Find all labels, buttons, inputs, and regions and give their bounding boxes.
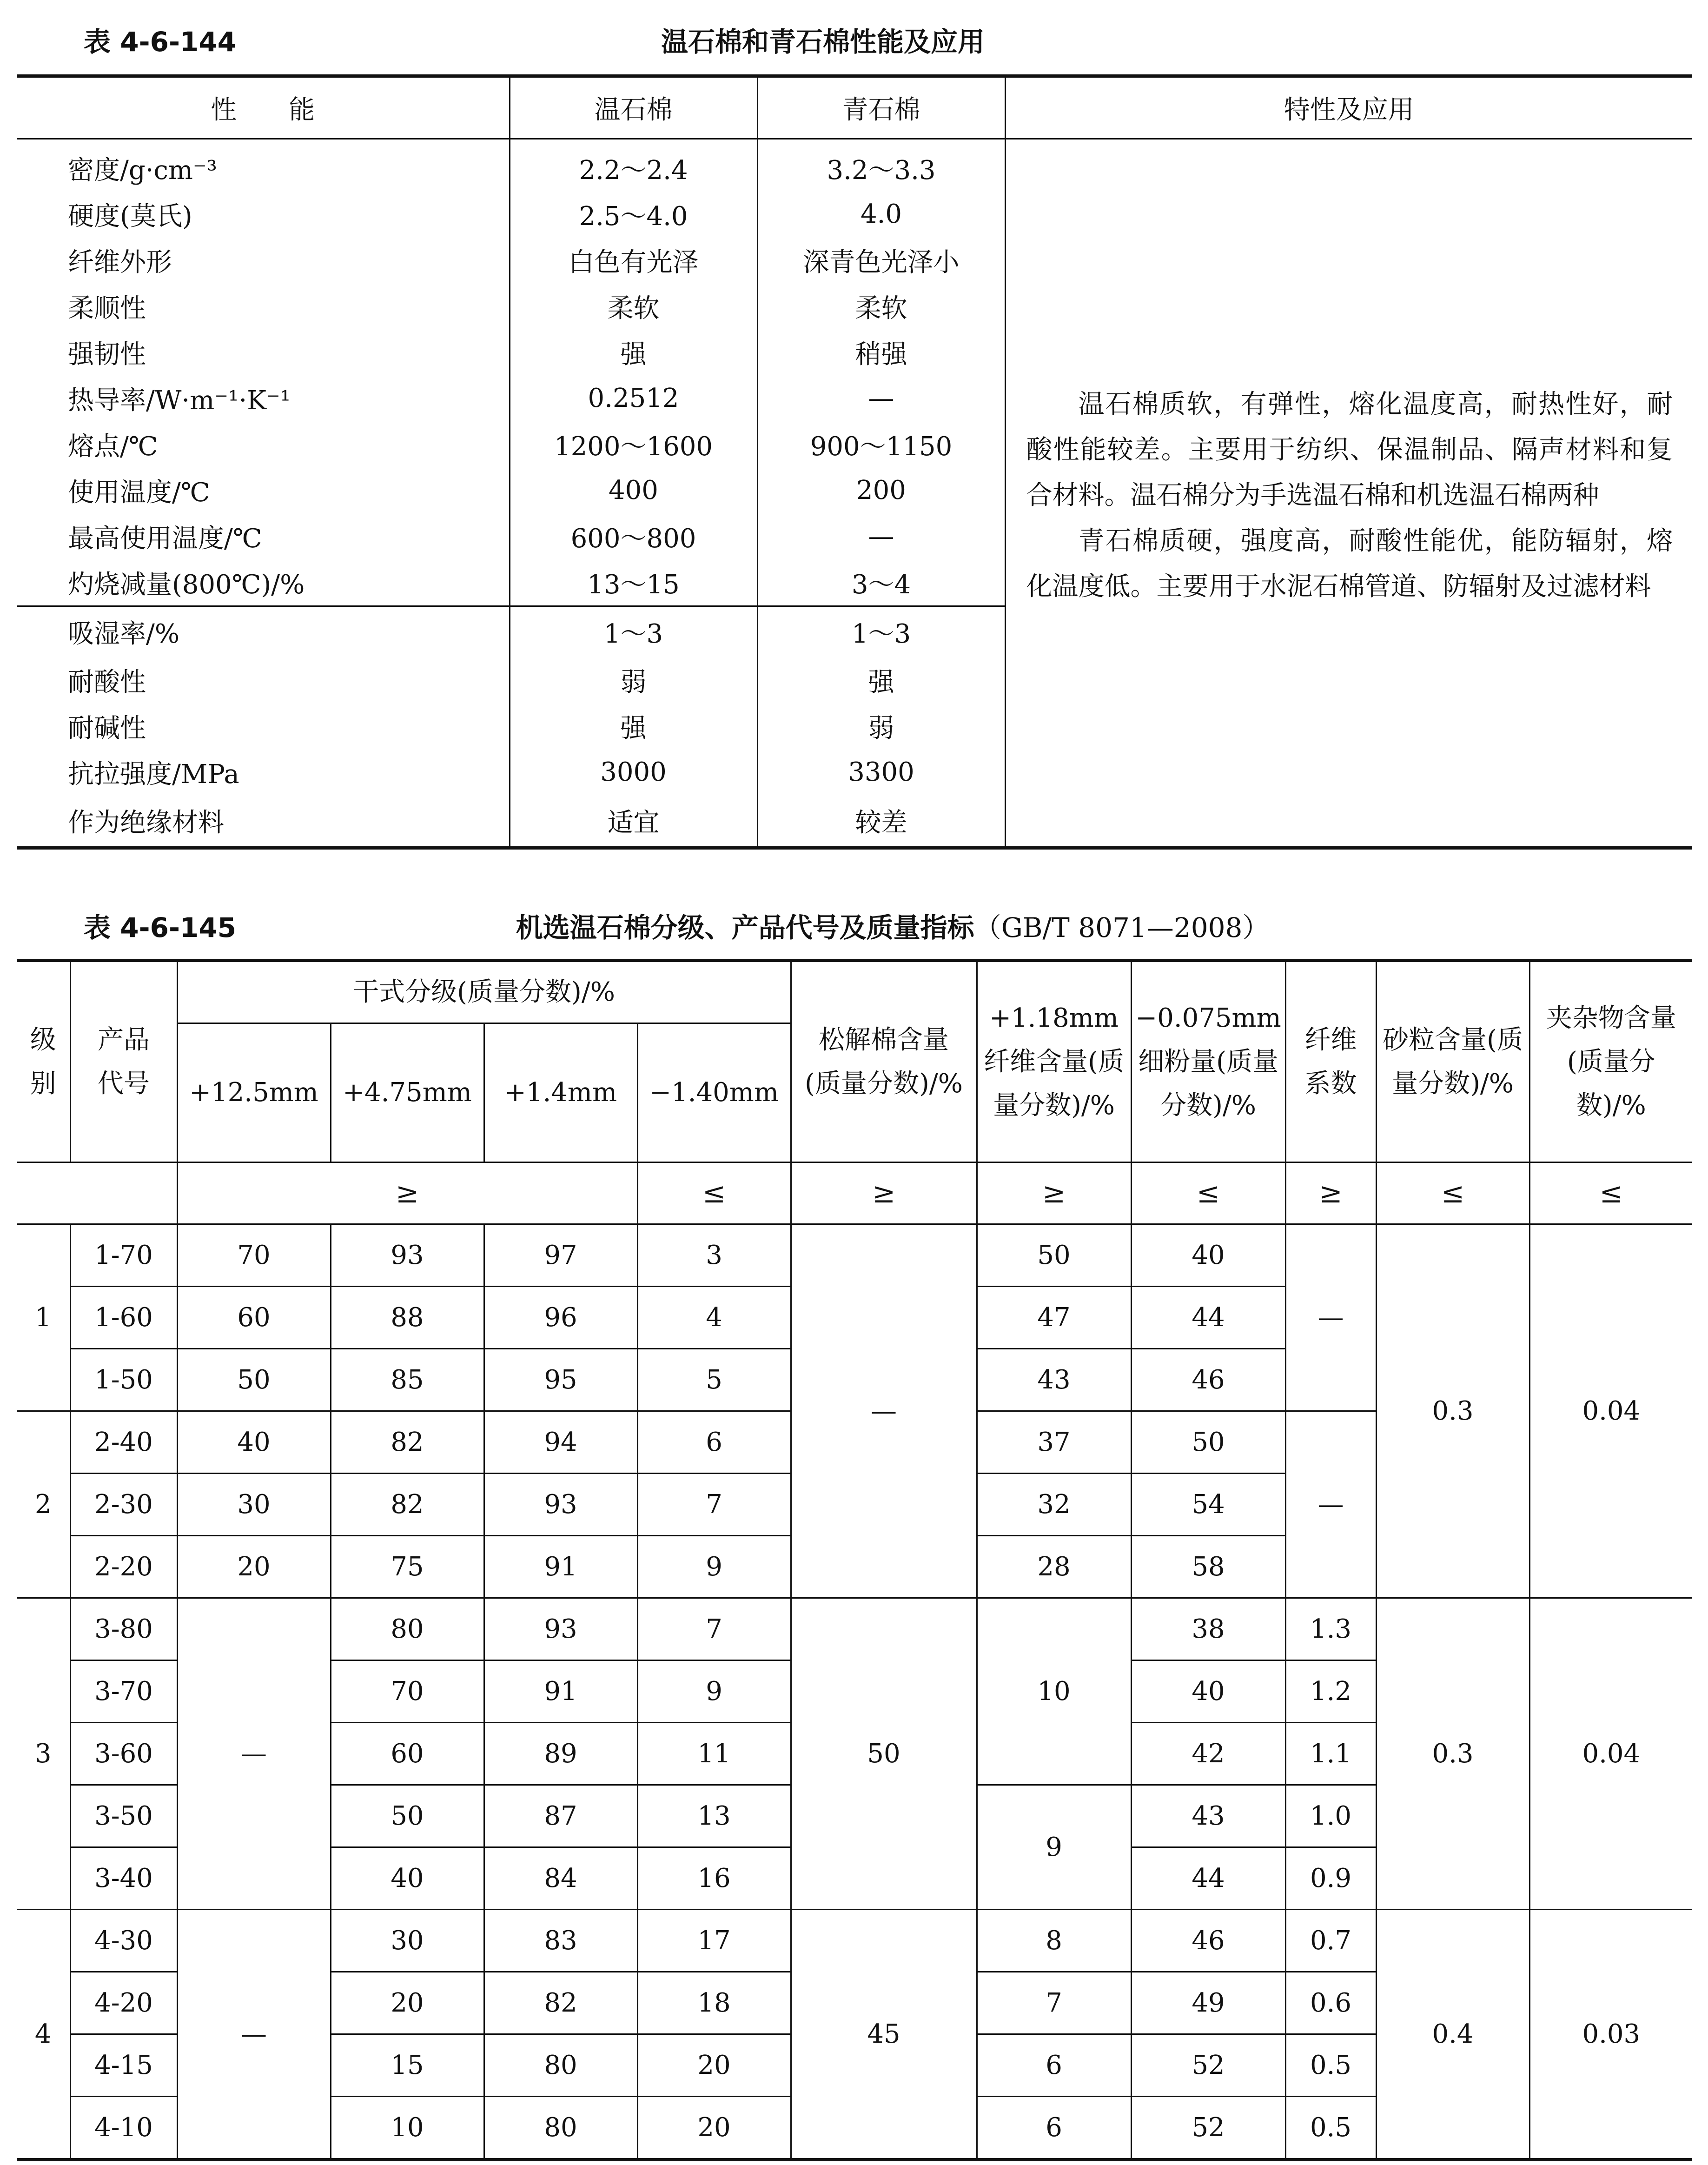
crocidolite-cell: —	[757, 375, 1005, 421]
crocidolite-cell: 深青色光泽小	[757, 237, 1005, 283]
grit-cell: 0.4	[1376, 1910, 1529, 2160]
table-145	[17, 959, 1692, 2161]
plus-1-4-cell: 93	[484, 1474, 637, 1536]
minus-1-40-cell: 7	[637, 1598, 791, 1660]
chrysotile-cell: 柔软	[510, 283, 757, 329]
chrysotile-cell: 13～15	[510, 559, 757, 606]
grit-cell: 0.3	[1376, 1224, 1529, 1598]
header-grit-text: 砂粒含量(质量分数)/%	[1383, 1024, 1523, 1099]
plus-4-75-cell: 30	[331, 1910, 484, 1972]
header-loose-fiber-text: 松解棉含量(质量分数)/%	[805, 1024, 963, 1099]
header-dry-group: 干式分级(质量分数)/%	[177, 961, 791, 1023]
header-chrysotile: 温石棉	[510, 76, 757, 139]
code-cell: 3-70	[70, 1660, 177, 1723]
plus-1-4-cell: 80	[484, 2097, 637, 2160]
loose-cell: 50	[791, 1598, 977, 1910]
table-row	[17, 139, 1692, 192]
fine-cell: 50	[1131, 1411, 1285, 1474]
fine-cell: 42	[1131, 1723, 1285, 1785]
chrysotile-cell: 3000	[510, 749, 757, 795]
table-144	[17, 74, 1692, 850]
property-cell: 抗拉强度/MPa	[68, 759, 239, 790]
chrysotile-cell: 强	[510, 703, 757, 749]
property-cell: 硬度(莫氏)	[68, 201, 192, 232]
minus-1-40-cell: 18	[637, 1972, 791, 2034]
plus-1-4-cell: 93	[484, 1598, 637, 1660]
fiber-118-cell: 9	[977, 1785, 1131, 1910]
crocidolite-note: 青石棉质硬，强度高，耐酸性能优，能防辐射，熔化温度低。主要用于水泥石棉管道、防辐射及过滤材料	[1026, 526, 1673, 602]
property-cell: 热导率/W·m⁻¹·K⁻¹	[68, 385, 291, 416]
crocidolite-cell: 900～1150	[757, 421, 1005, 467]
fine-cell: 52	[1131, 2097, 1285, 2160]
code-cell: 3-80	[70, 1598, 177, 1660]
impurity-cell: 0.04	[1529, 1224, 1692, 1598]
plus-12-5-cell: 40	[177, 1411, 331, 1474]
plus-4-75-cell: 15	[331, 2034, 484, 2097]
header-fiber-coefficient	[1285, 961, 1376, 1162]
crocidolite-cell: 200	[757, 467, 1005, 513]
chrysotile-cell: 0.2512	[510, 375, 757, 421]
coefficient-cell: 1.0	[1285, 1785, 1376, 1847]
plus-1-4-cell: 91	[484, 1536, 637, 1598]
plus-4-75-cell: 85	[331, 1349, 484, 1411]
limit-dry-minus: ≤	[637, 1162, 791, 1224]
fine-cell: 43	[1131, 1785, 1285, 1847]
plus-1-4-cell: 80	[484, 2034, 637, 2097]
coefficient-cell: 0.7	[1285, 1910, 1376, 1972]
header-loose-fiber	[791, 961, 977, 1162]
plus-4-75-cell: 80	[331, 1598, 484, 1660]
fiber-118-cell: 37	[977, 1411, 1131, 1474]
table-145-number: 表 4-6-145	[84, 912, 237, 943]
plus-1-4-cell: 84	[484, 1847, 637, 1910]
fiber-118-cell: 8	[977, 1910, 1131, 1972]
header-grit	[1376, 961, 1529, 1162]
fiber-118-cell: 7	[977, 1972, 1131, 2034]
minus-1-40-cell: 5	[637, 1349, 791, 1411]
crocidolite-cell: 稍强	[757, 329, 1005, 375]
crocidolite-cell: 4.0	[757, 191, 1005, 237]
limit-fine: ≤	[1131, 1162, 1285, 1224]
chrysotile-cell: 2.2～2.4	[510, 139, 757, 192]
fine-cell: 44	[1131, 1847, 1285, 1910]
header-application: 特性及应用	[1005, 76, 1692, 139]
header-crocidolite: 青石棉	[757, 76, 1005, 139]
header-fine-0075	[1131, 961, 1285, 1162]
property-cell: 纤维外形	[68, 247, 172, 278]
minus-1-40-cell: 9	[637, 1536, 791, 1598]
coefficient-cell: 1.1	[1285, 1723, 1376, 1785]
minus-1-40-cell: 13	[637, 1785, 791, 1847]
crocidolite-cell: 较差	[757, 795, 1005, 848]
plus-12-5-cell: 30	[177, 1474, 331, 1536]
header-level	[17, 961, 70, 1162]
grit-cell: 0.3	[1376, 1598, 1529, 1910]
header-fiber-coefficient-text: 纤维系数	[1304, 1024, 1357, 1099]
fiber-118-cell: 6	[977, 2097, 1131, 2160]
code-cell: 4-10	[70, 2097, 177, 2160]
plus-4-75-cell: 20	[331, 1972, 484, 2034]
property-cell: 灼烧减量(800℃)/%	[68, 569, 305, 600]
plus-12-5-cell: —	[177, 1910, 331, 2160]
table-145-title: 机选温石棉分级、产品代号及质量指标	[516, 912, 974, 943]
plus-12-5-cell: 60	[177, 1287, 331, 1349]
limit-blank	[17, 1162, 177, 1224]
property-cell: 作为绝缘材料	[17, 795, 510, 848]
fine-cell: 58	[1131, 1536, 1285, 1598]
fiber-118-cell: 32	[977, 1474, 1131, 1536]
chrysotile-note: 温石棉质软，有弹性，熔化温度高，耐热性好，耐酸性能较差。主要用于纺织、保温制品、隔声材料和复合材料。温石棉分为手选温石棉和机选温石棉两种	[1026, 389, 1673, 511]
property-cell: 吸湿率/%	[17, 606, 510, 657]
plus-1-4-cell: 91	[484, 1660, 637, 1723]
code-cell: 2-30	[70, 1474, 177, 1536]
code-cell: 2-40	[70, 1411, 177, 1474]
minus-1-40-cell: 20	[637, 2097, 791, 2160]
header-plus-4-75: +4.75mm	[331, 1023, 484, 1162]
header-property: 性 能	[17, 76, 510, 139]
coefficient-cell: 0.9	[1285, 1847, 1376, 1910]
plus-4-75-cell: 82	[331, 1411, 484, 1474]
plus-4-75-cell: 60	[331, 1723, 484, 1785]
header-minus-1-40: −1.40mm	[637, 1023, 791, 1162]
crocidolite-cell: 强	[757, 657, 1005, 703]
application-notes	[1005, 139, 1692, 848]
level-cell: 3	[17, 1598, 70, 1910]
crocidolite-cell: 柔软	[757, 283, 1005, 329]
coefficient-cell: 1.2	[1285, 1660, 1376, 1723]
level-cell: 4	[17, 1910, 70, 2160]
plus-1-4-cell: 83	[484, 1910, 637, 1972]
minus-1-40-cell: 17	[637, 1910, 791, 1972]
chrysotile-cell: 400	[510, 467, 757, 513]
plus-1-4-cell: 82	[484, 1972, 637, 2034]
plus-4-75-cell: 82	[331, 1474, 484, 1536]
chrysotile-cell: 2.5～4.0	[510, 191, 757, 237]
fiber-118-cell: 47	[977, 1287, 1131, 1349]
plus-1-4-cell: 96	[484, 1287, 637, 1349]
table-144-number: 表 4-6-144	[84, 26, 237, 58]
crocidolite-cell: 3.2～3.3	[757, 139, 1005, 192]
property-cell: 强韧性	[68, 339, 146, 370]
header-code-text: 产品代号	[98, 1024, 150, 1099]
plus-4-75-cell: 10	[331, 2097, 484, 2160]
coefficient-cell: 1.3	[1285, 1598, 1376, 1660]
plus-1-4-cell: 89	[484, 1723, 637, 1785]
plus-12-5-cell: 70	[177, 1224, 331, 1287]
header-plus-12-5: +12.5mm	[177, 1023, 331, 1162]
property-cell: 最高使用温度/℃	[68, 523, 262, 554]
plus-4-75-cell: 88	[331, 1287, 484, 1349]
property-cell: 耐碱性	[68, 713, 146, 744]
code-cell: 3-60	[70, 1723, 177, 1785]
fiber-118-cell: 50	[977, 1224, 1131, 1287]
minus-1-40-cell: 20	[637, 2034, 791, 2097]
limit-grit: ≤	[1376, 1162, 1529, 1224]
header-level-text: 级别	[30, 1024, 56, 1099]
minus-1-40-cell: 3	[637, 1224, 791, 1287]
header-impurity	[1529, 961, 1692, 1162]
limit-impurity: ≤	[1529, 1162, 1692, 1224]
plus-1-4-cell: 95	[484, 1349, 637, 1411]
crocidolite-cell: 弱	[757, 703, 1005, 749]
crocidolite-cell: —	[757, 513, 1005, 559]
fine-cell: 52	[1131, 2034, 1285, 2097]
chrysotile-cell: 600～800	[510, 513, 757, 559]
fiber-118-cell: 28	[977, 1536, 1131, 1598]
code-cell: 4-30	[70, 1910, 177, 1972]
level-cell: 1	[17, 1224, 70, 1411]
property-cell: 柔顺性	[68, 293, 146, 324]
coefficient-cell: 0.6	[1285, 1972, 1376, 2034]
fiber-118-cell: 10	[977, 1598, 1131, 1785]
fine-cell: 44	[1131, 1287, 1285, 1349]
minus-1-40-cell: 11	[637, 1723, 791, 1785]
code-cell: 3-40	[70, 1847, 177, 1910]
table-145-header-row	[17, 961, 1692, 1023]
header-fiber-118-text: +1.18mm纤维含量(质量分数)/%	[984, 1003, 1124, 1121]
plus-4-75-cell: 40	[331, 1847, 484, 1910]
plus-1-4-cell: 94	[484, 1411, 637, 1474]
table-row	[17, 1910, 1692, 1972]
fine-cell: 46	[1131, 1349, 1285, 1411]
plus-4-75-cell: 75	[331, 1536, 484, 1598]
chrysotile-cell: 1～3	[510, 606, 757, 657]
plus-4-75-cell: 70	[331, 1660, 484, 1723]
fiber-118-cell: 6	[977, 2034, 1131, 2097]
coefficient-cell: 0.5	[1285, 2097, 1376, 2160]
loose-cell: —	[791, 1224, 977, 1598]
plus-12-5-cell: 20	[177, 1536, 331, 1598]
minus-1-40-cell: 6	[637, 1411, 791, 1474]
property-cell: 耐酸性	[68, 667, 146, 697]
chrysotile-cell: 强	[510, 329, 757, 375]
table-144-header-row	[17, 76, 1692, 139]
limit-fiber-118: ≥	[977, 1162, 1131, 1224]
minus-1-40-cell: 16	[637, 1847, 791, 1910]
impurity-cell: 0.03	[1529, 1910, 1692, 2160]
table-row	[17, 1224, 1692, 1287]
crocidolite-cell: 3～4	[757, 559, 1005, 606]
property-cell: 熔点/℃	[68, 431, 158, 462]
minus-1-40-cell: 7	[637, 1474, 791, 1536]
table-145-caption	[381, 904, 1404, 951]
crocidolite-cell: 3300	[757, 749, 1005, 795]
coefficient-cell: —	[1285, 1411, 1376, 1598]
loose-cell: 45	[791, 1910, 977, 2160]
property-cell: 使用温度/℃	[68, 477, 210, 508]
code-cell: 2-20	[70, 1536, 177, 1598]
limit-coefficient: ≥	[1285, 1162, 1376, 1224]
limit-dry-plus: ≥	[177, 1162, 637, 1224]
code-cell: 1-60	[70, 1287, 177, 1349]
minus-1-40-cell: 9	[637, 1660, 791, 1723]
header-fine-0075-text: −0.075mm细粉量(质量分数)/%	[1135, 1003, 1281, 1121]
plus-4-75-cell: 93	[331, 1224, 484, 1287]
fine-cell: 38	[1131, 1598, 1285, 1660]
header-fiber-118	[977, 961, 1131, 1162]
table-144-title: 温石棉和青石棉性能及应用	[661, 26, 985, 58]
crocidolite-cell: 1～3	[757, 606, 1005, 657]
limit-loose: ≥	[791, 1162, 977, 1224]
plus-1-4-cell: 97	[484, 1224, 637, 1287]
plus-1-4-cell: 87	[484, 1785, 637, 1847]
coefficient-cell: 0.5	[1285, 2034, 1376, 2097]
header-impurity-text: 夹杂物含量(质量分数)/%	[1546, 1003, 1676, 1121]
chrysotile-cell: 适宜	[510, 795, 757, 848]
table-145-limit-row	[17, 1162, 1692, 1224]
fiber-118-cell: 43	[977, 1349, 1131, 1411]
level-cell: 2	[17, 1411, 70, 1598]
plus-4-75-cell: 50	[331, 1785, 484, 1847]
fine-cell: 49	[1131, 1972, 1285, 2034]
chrysotile-cell: 1200～1600	[510, 421, 757, 467]
code-cell: 4-15	[70, 2034, 177, 2097]
header-plus-1-4: +1.4mm	[484, 1023, 637, 1162]
fine-cell: 54	[1131, 1474, 1285, 1536]
header-code	[70, 961, 177, 1162]
fine-cell: 40	[1131, 1660, 1285, 1723]
coefficient-cell: —	[1285, 1224, 1376, 1411]
fine-cell: 46	[1131, 1910, 1285, 1972]
table-145-standard: （GB/T 8071—2008）	[974, 912, 1270, 943]
property-cell: 密度/g·cm⁻³	[68, 155, 217, 186]
code-cell: 1-50	[70, 1349, 177, 1411]
code-cell: 1-70	[70, 1224, 177, 1287]
table-row	[17, 1598, 1692, 1660]
code-cell: 3-50	[70, 1785, 177, 1847]
code-cell: 4-20	[70, 1972, 177, 2034]
impurity-cell: 0.04	[1529, 1598, 1692, 1910]
chrysotile-cell: 弱	[510, 657, 757, 703]
plus-12-5-cell: —	[177, 1598, 331, 1910]
fine-cell: 40	[1131, 1224, 1285, 1287]
minus-1-40-cell: 4	[637, 1287, 791, 1349]
chrysotile-cell: 白色有光泽	[510, 237, 757, 283]
plus-12-5-cell: 50	[177, 1349, 331, 1411]
